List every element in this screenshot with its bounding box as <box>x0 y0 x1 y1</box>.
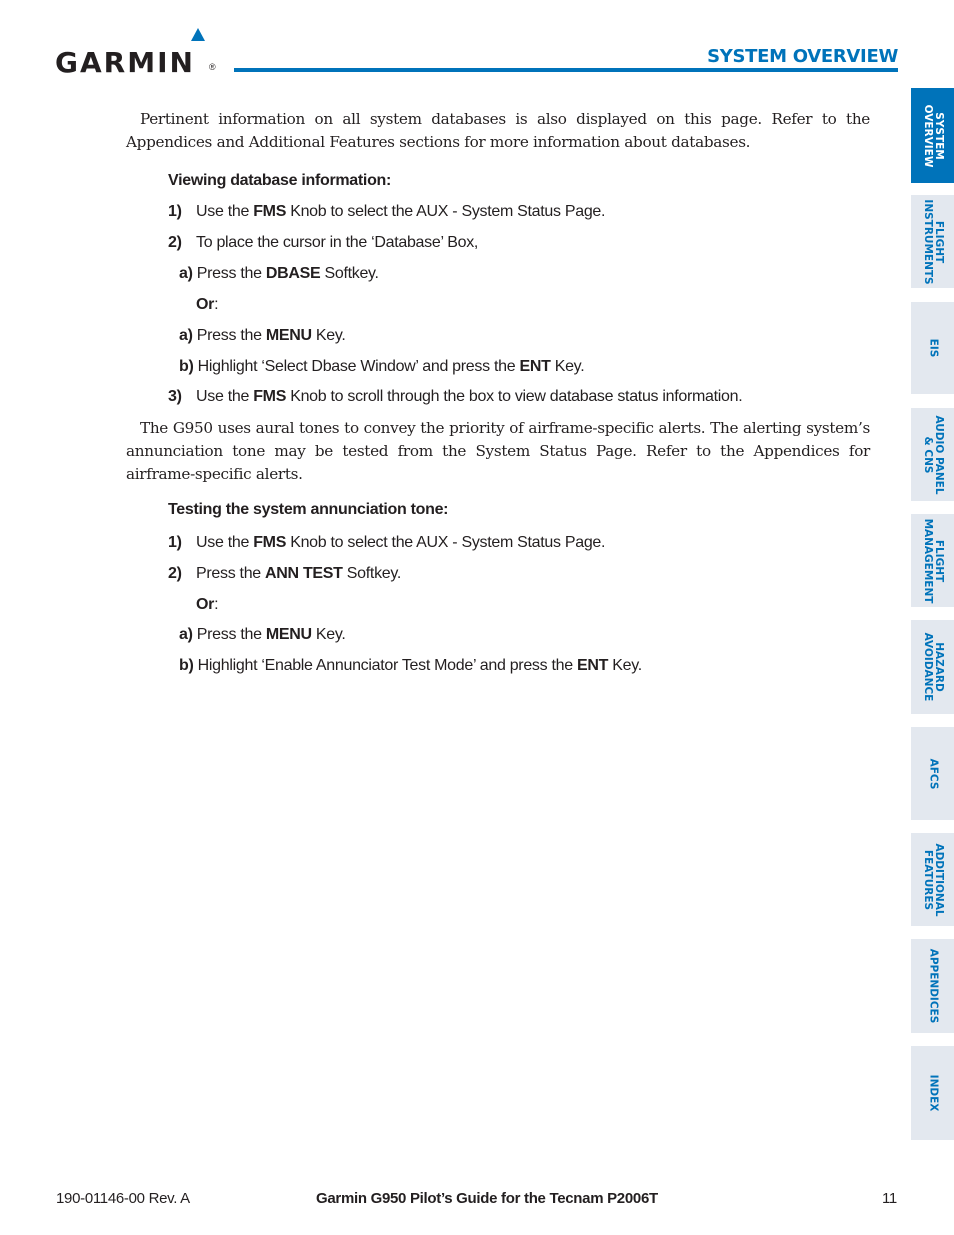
step-2a-alt <box>126 326 870 346</box>
tab-audio-panel-cns[interactable]: AUDIO PANEL & CNS <box>911 408 954 501</box>
tab-appendices[interactable]: APPENDICES <box>911 939 954 1033</box>
heading-viewing-database: Viewing database information: <box>168 172 392 189</box>
step-2a <box>126 264 870 284</box>
footer-title: Garmin G950 Pilot’s Guide for the Tecnam P2006T <box>316 1190 658 1207</box>
test-step-1 <box>126 533 870 553</box>
step-2b <box>126 357 870 377</box>
step-text: a) Press the MENU Key. <box>179 327 346 344</box>
tab-eis[interactable]: EIS <box>911 302 954 394</box>
page-body <box>126 108 870 676</box>
or-separator: Or: <box>196 596 219 613</box>
step-text: Press the ANN TEST Softkey. <box>196 565 402 582</box>
test-step-2 <box>126 564 870 584</box>
tab-afcs[interactable]: AFCS <box>911 727 954 820</box>
tab-additional-features[interactable]: ADDITIONAL FEATURES <box>911 833 954 926</box>
step-3 <box>126 387 870 407</box>
step-text: a) Press the MENU Key. <box>179 626 346 643</box>
or-separator: Or: <box>196 296 219 313</box>
step-number: 2) <box>168 565 182 582</box>
step-number: 1) <box>168 534 182 551</box>
step-text: Use the FMS Knob to select the AUX - System Status Page. <box>196 203 606 220</box>
step-text: a) Press the DBASE Softkey. <box>179 265 379 282</box>
header-rule <box>234 68 898 72</box>
step-text: To place the cursor in the ‘Database’ Box, <box>196 234 479 251</box>
step-text: Use the FMS Knob to select the AUX - System Status Page. <box>196 534 606 551</box>
test-step-2a <box>126 625 870 645</box>
step-number: 3) <box>168 388 182 405</box>
paragraph-aural-tones: The G950 uses aural tones to convey the priority of airframe-specific alerts. The alerting system’s annunciation tone may be tested from the System Status Page. Refer to the Appendices for airframe-specific alerts. <box>126 419 870 483</box>
tab-flight-management[interactable]: FLIGHT MANAGEMENT <box>911 514 954 607</box>
registered-mark: ® <box>209 62 216 72</box>
garmin-logo <box>55 28 220 78</box>
logo-wordmark: GARMIN <box>55 46 195 79</box>
step-1 <box>126 202 870 222</box>
footer-doc-number: 190-01146-00 Rev. A <box>56 1190 190 1207</box>
section-title: SYSTEM OVERVIEW <box>707 46 898 67</box>
tab-hazard-avoidance[interactable]: HAZARD AVOIDANCE <box>911 620 954 714</box>
heading-testing-tone: Testing the system annunciation tone: <box>168 501 449 518</box>
tab-flight-instruments[interactable]: FLIGHT INSTRUMENTS <box>911 195 954 288</box>
step-number: 2) <box>168 234 182 251</box>
step-text: b) Highlight ‘Enable Annunciator Test Mode’ and press the ENT Key. <box>179 657 642 674</box>
step-number: 1) <box>168 203 182 220</box>
tab-system-overview[interactable]: SYSTEM OVERVIEW <box>911 88 954 183</box>
paragraph-databases: Pertinent information on all system databases is also displayed on this page. Refer to the Appendices and Additional Features sections for more information about databases. <box>126 110 870 151</box>
page-number: 11 <box>882 1190 897 1207</box>
tab-index[interactable]: INDEX <box>911 1046 954 1140</box>
test-step-2b <box>126 656 870 676</box>
step-2 <box>126 233 870 253</box>
garmin-triangle-icon <box>191 28 205 42</box>
step-text: Use the FMS Knob to scroll through the box to view database status information. <box>196 388 743 405</box>
step-text: b) Highlight ‘Select Dbase Window’ and press the ENT Key. <box>179 358 585 375</box>
